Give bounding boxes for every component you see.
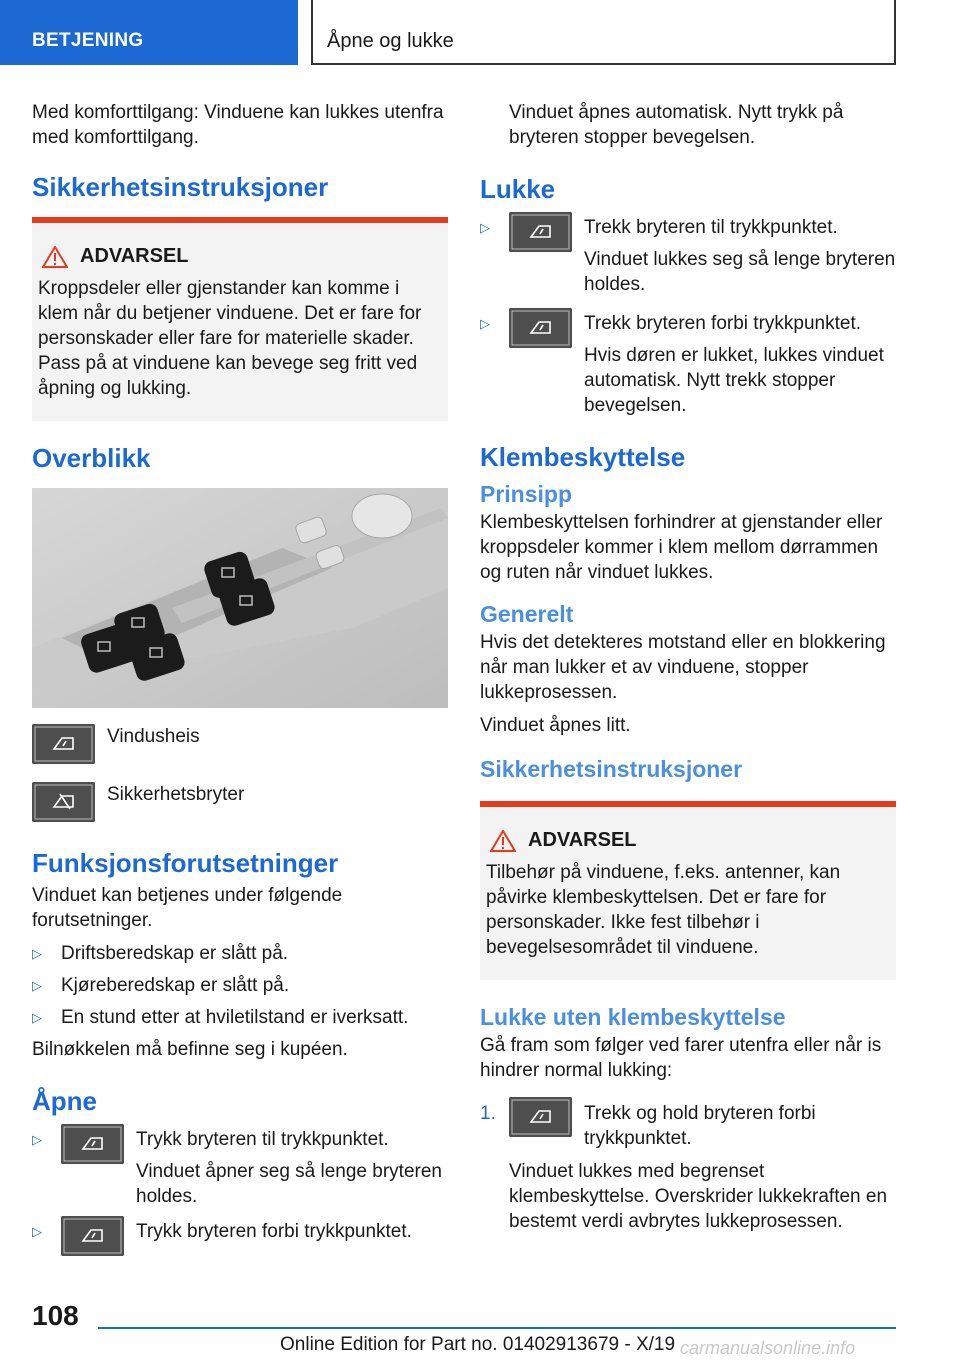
warning-triangle-icon <box>490 830 516 852</box>
open-heading: Åpne <box>32 1086 97 1116</box>
window-switch-icon <box>509 1097 572 1137</box>
warning-title: ADVARSEL <box>80 245 189 267</box>
window-switch-icon <box>32 724 95 764</box>
left-column <box>32 100 448 1264</box>
no-pinch-intro: Gå fram som følger ved farer utenfra eller når is hindrer normal lukking: <box>480 1035 882 1081</box>
section-tab <box>0 0 298 65</box>
warning-text: Kroppsdeler eller gjenstander kan komme i klem når du betjener vinduene. Det er fare for personskader eller fare for materielle skader. Pass på at vinduene kan bevege seg fritt ved åpning og lukking. <box>38 278 422 399</box>
chapter-title: Åpne og lukke <box>327 30 454 52</box>
warning-box <box>32 217 448 421</box>
list-item: ▷ Driftsberedskap er slått på. <box>32 943 289 964</box>
general-text: Hvis det detekteres motstand eller en blokkering når man lukker et av vinduene, stopper lukkeprosessen. <box>480 632 886 703</box>
warning-title: ADVARSEL <box>528 829 637 851</box>
section-label: BETJENING <box>32 30 144 51</box>
warning-text: Tilbehør på vinduene, f.eks. antenner, kan påvirke klembeskyttelsen. Det er fare for personskader. Ikke fest tilbehør i bevegelsesområdet til vinduene. <box>486 862 841 958</box>
numbered-step: 1. Trekk og hold bryteren forbi trykkpunktet. Vinduet lukkes med begrenset klembeskyttelse. Overskrider lukkekraften en bestemt verdi avbrytes lukkeprosessen. <box>480 1101 896 1234</box>
window-switch-icon <box>509 212 572 252</box>
window-switch-icon <box>61 1124 124 1164</box>
warning-triangle-icon <box>42 246 68 268</box>
principle-heading: Prinsipp <box>480 481 573 507</box>
safety-heading: Sikkerhetsinstruksjoner <box>32 172 329 202</box>
key-note: Bilnøkkelen må befinne seg i kupéen. <box>32 1039 348 1060</box>
safety-switch-icon <box>32 782 95 822</box>
page-number: 108 <box>32 1300 79 1331</box>
window-switch-icon <box>509 308 572 348</box>
close-step: ▷ Trekk bryteren til trykkpunktet. Vinduet lukkes seg så lenge bryteren holdes. <box>480 215 896 297</box>
warning-box <box>480 801 896 980</box>
symbol-label: Sikkerhetsbryter <box>107 784 245 805</box>
close-heading: Lukke <box>480 174 556 204</box>
general-text-2: Vinduet åpnes litt. <box>480 715 631 736</box>
window-switch-panel-image <box>32 488 448 708</box>
close-step: ▷ Trekk bryteren forbi trykkpunktet. Hvis døren er lukket, lukkes vinduet automatisk. Nytt trekk stopper bevegelsen. <box>480 311 896 418</box>
conditions-list <box>32 941 448 1030</box>
safety-subheading: Sikkerhetsinstruksjoner <box>480 756 743 782</box>
window-switch-icon <box>61 1216 124 1256</box>
no-pinch-heading: Lukke uten klembeskyttelse <box>480 1004 786 1030</box>
function-heading: Funksjonsforutsetninger <box>32 848 339 878</box>
overview-heading: Overblikk <box>32 443 151 473</box>
principle-text: Klembeskyttelsen forhindrer at gjenstander eller kroppsdeler kommer i klem mellom dørrammen og ruten når vinduet lukkes. <box>480 512 883 583</box>
open-step: ▷ Trykk bryteren til trykkpunktet. Vinduet åpner seg så lenge bryteren holdes. <box>32 1127 448 1209</box>
chapter-title-box <box>311 0 896 65</box>
general-heading: Generelt <box>480 601 574 627</box>
pinch-heading: Klembeskyttelse <box>480 442 686 472</box>
open-continuation: Vinduet åpnes automatisk. Nytt trykk på bryteren stopper bevegelsen. <box>509 102 844 148</box>
symbol-window-lifter <box>32 724 448 764</box>
open-step: ▷ Trykk bryteren forbi trykkpunktet. <box>32 1219 448 1256</box>
intro-text: Med komforttilgang: Vinduene kan lukkes utenfra med komforttilgang. <box>32 102 444 148</box>
list-item: ▷ En stund etter at hviletilstand er iverksatt. <box>32 1007 409 1028</box>
list-item: ▷ Kjøreberedskap er slått på. <box>32 975 290 996</box>
watermark: carmanualsonline.info <box>680 1338 856 1358</box>
footer-rule <box>98 1327 896 1329</box>
right-column <box>480 100 896 1242</box>
edition-text: Online Edition for Part no. 01402913679 - X/19 <box>280 1334 676 1355</box>
symbol-label: Vindusheis <box>107 726 200 747</box>
symbol-safety-switch <box>32 782 448 822</box>
function-intro: Vinduet kan betjenes under følgende forutsetninger. <box>32 885 343 931</box>
